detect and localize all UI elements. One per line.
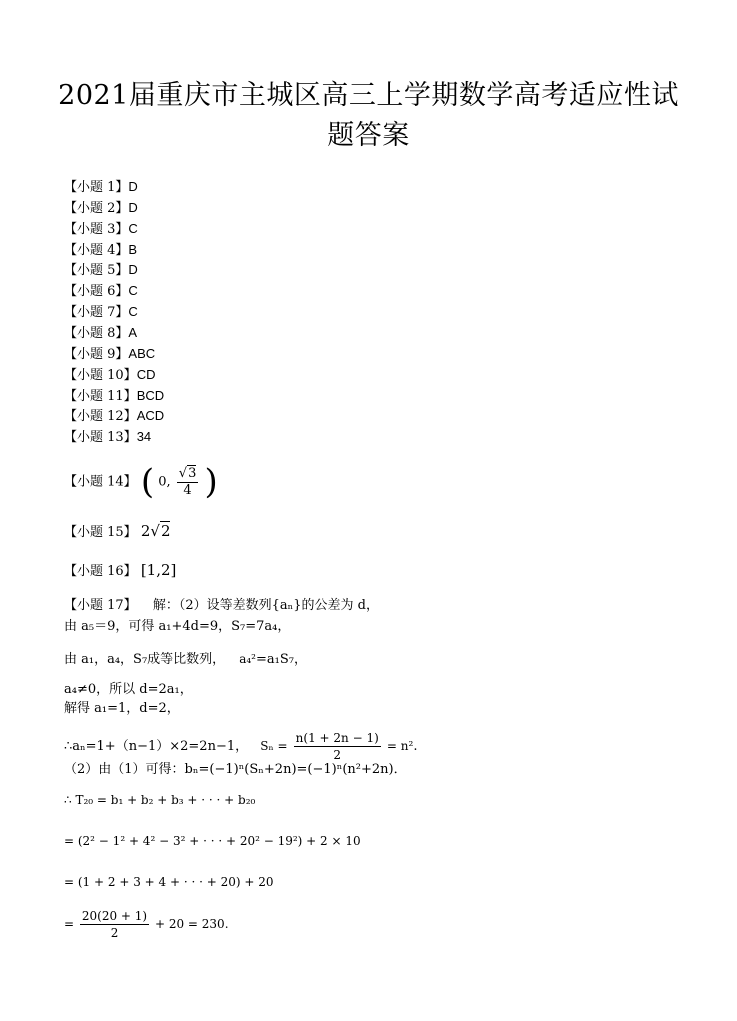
sqrt-argument: 3 <box>188 465 197 481</box>
answer-row <box>64 199 138 218</box>
interval-value: [1,2] <box>140 561 177 579</box>
question-label: 【小题 13】 <box>64 430 137 445</box>
document-title-line-2: 题答案 <box>327 120 410 151</box>
answer-row <box>64 345 155 364</box>
question-label: 【小题 5】 <box>64 263 129 278</box>
answer-value: BCD <box>136 388 165 403</box>
answer-q17-line-11: = $\frac{20(20 + 1)}{2}$ + 20 = 230. <box>64 909 229 940</box>
answer-q17-line-8: ∴ T₂₀ = b₁ + b₂ + b₃ + · · · + b₂₀ <box>64 793 256 807</box>
answer-value: D <box>128 262 138 277</box>
answer-value: D <box>128 200 138 215</box>
answer-row <box>64 366 155 385</box>
question-label: 【小题 2】 <box>64 201 129 216</box>
answer-q16 <box>64 561 176 581</box>
answer-q17-line-1: 【小题 17】 解：（2）设等差数列{aₙ}的公差为 d， <box>64 598 379 613</box>
question-label: 【小题 10】 <box>64 368 137 383</box>
question-label: 【小题 12】 <box>64 409 137 424</box>
answer-value: ACD <box>136 408 165 423</box>
coefficient: 2 <box>140 522 151 540</box>
sum-fraction: $\frac{n(1 + 2n - 1)}{2}$ <box>295 731 379 762</box>
question-label: 【小题 1】 <box>64 180 129 195</box>
answer-row <box>64 178 138 197</box>
question-label: 【小题 3】 <box>64 222 129 237</box>
answer-value: C <box>128 304 138 319</box>
answer-value: C <box>128 283 138 298</box>
answer-value: A <box>128 325 138 340</box>
question-label: 【小题 7】 <box>64 305 129 320</box>
question-label: 【小题 8】 <box>64 326 129 341</box>
document-title-line-1: 2021届重庆市主城区高三上学期数学高考适应性试 <box>58 80 679 111</box>
answer-row <box>64 261 138 280</box>
fraction: $\frac{√3}{4}$ <box>178 465 197 498</box>
question-label: 【小题 15】 <box>64 525 137 540</box>
answer-row <box>64 241 137 260</box>
question-label: 【小题 14】 <box>64 474 137 490</box>
interval-expression: ( 0, $\frac{√3}{4}$ ) <box>140 462 218 502</box>
answer-row <box>64 282 138 301</box>
answer-q15: 【小题 15】 2√2 <box>64 522 171 540</box>
interval-left: 0, <box>158 474 171 490</box>
answer-q17-line-4: a₄≠0，所以 d=2a₁， <box>64 682 193 697</box>
answer-q17-line-2: 由 a₅＝9，可得 a₁+4d=9，S₇=7a₄， <box>64 619 291 634</box>
answer-row <box>64 387 164 406</box>
answer-q17-line-10: = (1 + 2 + 3 + 4 + · · · + 20) + 20 <box>64 875 274 889</box>
question-label: 【小题 9】 <box>64 347 129 362</box>
answer-value: 34 <box>136 429 152 444</box>
question-label: 【小题 11】 <box>64 389 137 404</box>
answer-value: ABC <box>128 346 156 361</box>
question-label: 【小题 6】 <box>64 284 129 299</box>
result-fraction: $\frac{20(20 + 1)}{2}$ <box>81 909 148 940</box>
answer-row <box>64 428 151 447</box>
answer-q17-line-6: ∴aₙ=1+（n−1）×2=2n−1， Sₙ = $\frac{n(1 + 2n - 1)}{2}$ = n². <box>64 731 418 762</box>
answer-row <box>64 303 138 322</box>
answer-q17-line-9: = (2² − 1² + 4² − 3² + · · · + 20² − 19²) + 2 × 10 <box>64 834 361 848</box>
answer-q17-line-5: 解得 a₁=1，d=2， <box>64 701 180 716</box>
question-label: 【小题 16】 <box>64 564 137 579</box>
question-label: 【小题 4】 <box>64 243 129 258</box>
denominator: 4 <box>183 482 192 498</box>
answer-q14 <box>64 462 218 502</box>
answer-value: CD <box>136 367 156 382</box>
sqrt-argument: 2 <box>160 522 171 540</box>
answer-q17-line-3: 由 a₁，a₄，S₇成等比数列， a₄²=a₁S₇， <box>64 652 307 667</box>
answer-row <box>64 407 164 426</box>
question-label: 【小题 17】 <box>64 598 137 613</box>
answer-value: D <box>128 179 138 194</box>
answer-row <box>64 220 138 239</box>
answer-q17-line-7: （2）由（1）可得：bₙ=(−1)ⁿ(Sₙ+2n)=(−1)ⁿ(n²+2n)． <box>64 762 407 777</box>
answer-value: B <box>128 242 138 257</box>
answer-value: C <box>128 221 138 236</box>
answer-row <box>64 324 137 343</box>
